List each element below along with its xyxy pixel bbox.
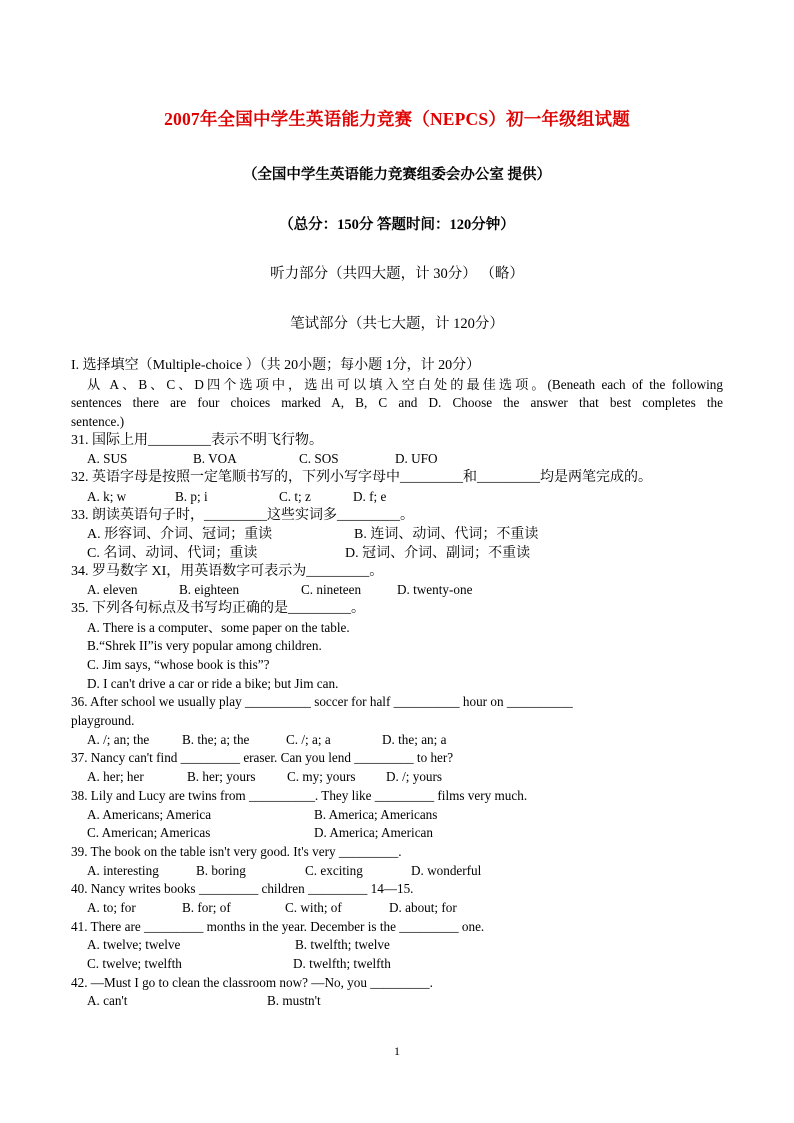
- question-stem-continued: playground.: [71, 713, 135, 729]
- option: C. my; yours: [287, 769, 356, 785]
- option: B. mustn't: [267, 993, 321, 1009]
- question-stem: 34. 罗马数字 XI，用英语数字可表示为_________。: [71, 563, 384, 579]
- options-row: [71, 731, 723, 750]
- option: D. America; American: [314, 825, 434, 841]
- option: C. twelve; twelfth: [87, 956, 182, 971]
- options-row: [71, 992, 723, 1011]
- question-stem: 40. Nancy writes books _________ children _________ 14—15.: [71, 881, 414, 897]
- question-stem: 38. Lily and Lucy are twins from __________. They like _________ films very much.: [71, 787, 528, 803]
- option: A. twelve; twelve: [87, 937, 181, 953]
- option: C. SOS: [299, 451, 339, 467]
- option: C. 名词、动词、代词；重读: [87, 545, 258, 561]
- option: D. twenty-one: [397, 582, 473, 598]
- options-row: [71, 544, 723, 563]
- options-row: [71, 525, 723, 544]
- options-row: [71, 488, 723, 507]
- score-time-line: （总分：150分 答题时间：120分钟）: [279, 217, 515, 233]
- option: A. SUS: [87, 451, 128, 467]
- question-stem: 41. There are _________ months in the year. December is the _________ one.: [71, 918, 485, 934]
- option: A. her; her: [87, 769, 144, 785]
- options-row: [71, 806, 723, 825]
- options-row: [71, 862, 723, 881]
- option: D. about; for: [389, 899, 457, 915]
- option: B. twelfth; twelve: [295, 937, 390, 953]
- page-title: 2007年全国中学生英语能力竞赛（NEPCS）初一年级组试题: [164, 109, 630, 129]
- option: B.“Shrek II”is very popular among children.: [87, 638, 322, 654]
- option: C. Jim says, “whose book is this”?: [87, 657, 270, 672]
- option: A. to; for: [87, 899, 136, 915]
- option: B. her; yours: [187, 769, 256, 785]
- option: D. 冠词、介词、副词；不重读: [345, 545, 531, 561]
- option: B. p; i: [175, 488, 208, 504]
- question-stem: 39. The book on the table isn't very good. It's very _________.: [71, 843, 402, 859]
- option: B. VOA: [193, 451, 237, 467]
- question-stem: 33. 朗读英语句子时，_________这些实词多_________。: [71, 507, 414, 523]
- option: A. 形容词、介词、冠词；重读: [87, 527, 273, 543]
- option: A. k; w: [87, 488, 127, 504]
- option: D. wonderful: [411, 862, 482, 878]
- instruction-line: sentence.): [71, 414, 125, 430]
- options-row: [71, 936, 723, 955]
- option: A. There is a computer、some paper on the table.: [87, 619, 350, 635]
- options-row: [71, 581, 723, 600]
- instruction-line: sentences there are four choices marked A, B, C and D. Choose the answer that best completes the: [71, 395, 723, 411]
- option: B. 连词、动词、代词；不重读: [354, 527, 539, 543]
- option: D. the; an; a: [382, 731, 447, 747]
- option: C. with; of: [285, 899, 342, 915]
- option: B. America; Americans: [314, 806, 438, 822]
- instruction-line: 从 A、B、C、D四个选项中，选出可以填入空白处的最佳选项。(Beneath each of the following: [87, 376, 723, 392]
- question-body: [71, 357, 723, 1011]
- writing-section-line: 笔试部分（共七大题，计 120分）: [290, 316, 504, 332]
- option: B. for; of: [182, 899, 231, 915]
- options-row: [71, 824, 723, 843]
- option: A. eleven: [87, 582, 138, 598]
- question-stem: 37. Nancy can't find _________ eraser. Can you lend _________ to her?: [71, 750, 454, 766]
- option: C. American; Americas: [87, 825, 211, 841]
- option: A. interesting: [87, 862, 159, 878]
- question-stem: 32. 英语字母是按照一定笔顺书写的，下列小写字母中_________和_________均是两笔完成的。: [71, 470, 652, 486]
- provider-line: （全国中学生英语能力竞赛组委会办公室 提供）: [242, 167, 552, 183]
- option: A. /; an; the: [87, 731, 150, 747]
- question-stem: 31. 国际上用_________表示不明飞行物。: [71, 432, 323, 448]
- options-row: [71, 899, 723, 918]
- listening-section-line: 听力部分（共四大题，计 30分） （略）: [270, 266, 524, 282]
- option: C. exciting: [305, 862, 363, 878]
- options-row: [71, 768, 723, 787]
- option: B. the; a; the: [182, 731, 250, 747]
- page-number: 1: [394, 1044, 400, 1058]
- option: B. eighteen: [179, 582, 240, 598]
- option: D. f; e: [353, 488, 387, 504]
- question-stem: 35. 下列各句标点及书写均正确的是_________。: [71, 600, 365, 616]
- option: D. /; yours: [386, 769, 443, 785]
- option: A. Americans; America: [87, 806, 212, 822]
- options-row: [71, 450, 723, 469]
- question-stem: 36. After school we usually play __________ soccer for half __________ hour on __________: [71, 694, 573, 710]
- option: B. boring: [196, 862, 246, 878]
- option: D. twelfth; twelfth: [293, 956, 391, 971]
- option: C. /; a; a: [286, 731, 331, 747]
- option: A. can't: [87, 993, 128, 1009]
- section-heading: I. 选择填空（Multiple-choice ）（共 20小题；每小题 1分，计 20分）: [71, 358, 481, 373]
- option: C. t; z: [279, 488, 311, 504]
- question-stem: 42. —Must I go to clean the classroom now? —No, you _________.: [71, 974, 433, 990]
- options-row: [71, 955, 723, 974]
- option: D. UFO: [395, 451, 438, 467]
- option: C. nineteen: [301, 582, 362, 598]
- option: D. I can't drive a car or ride a bike; but Jim can.: [87, 675, 339, 691]
